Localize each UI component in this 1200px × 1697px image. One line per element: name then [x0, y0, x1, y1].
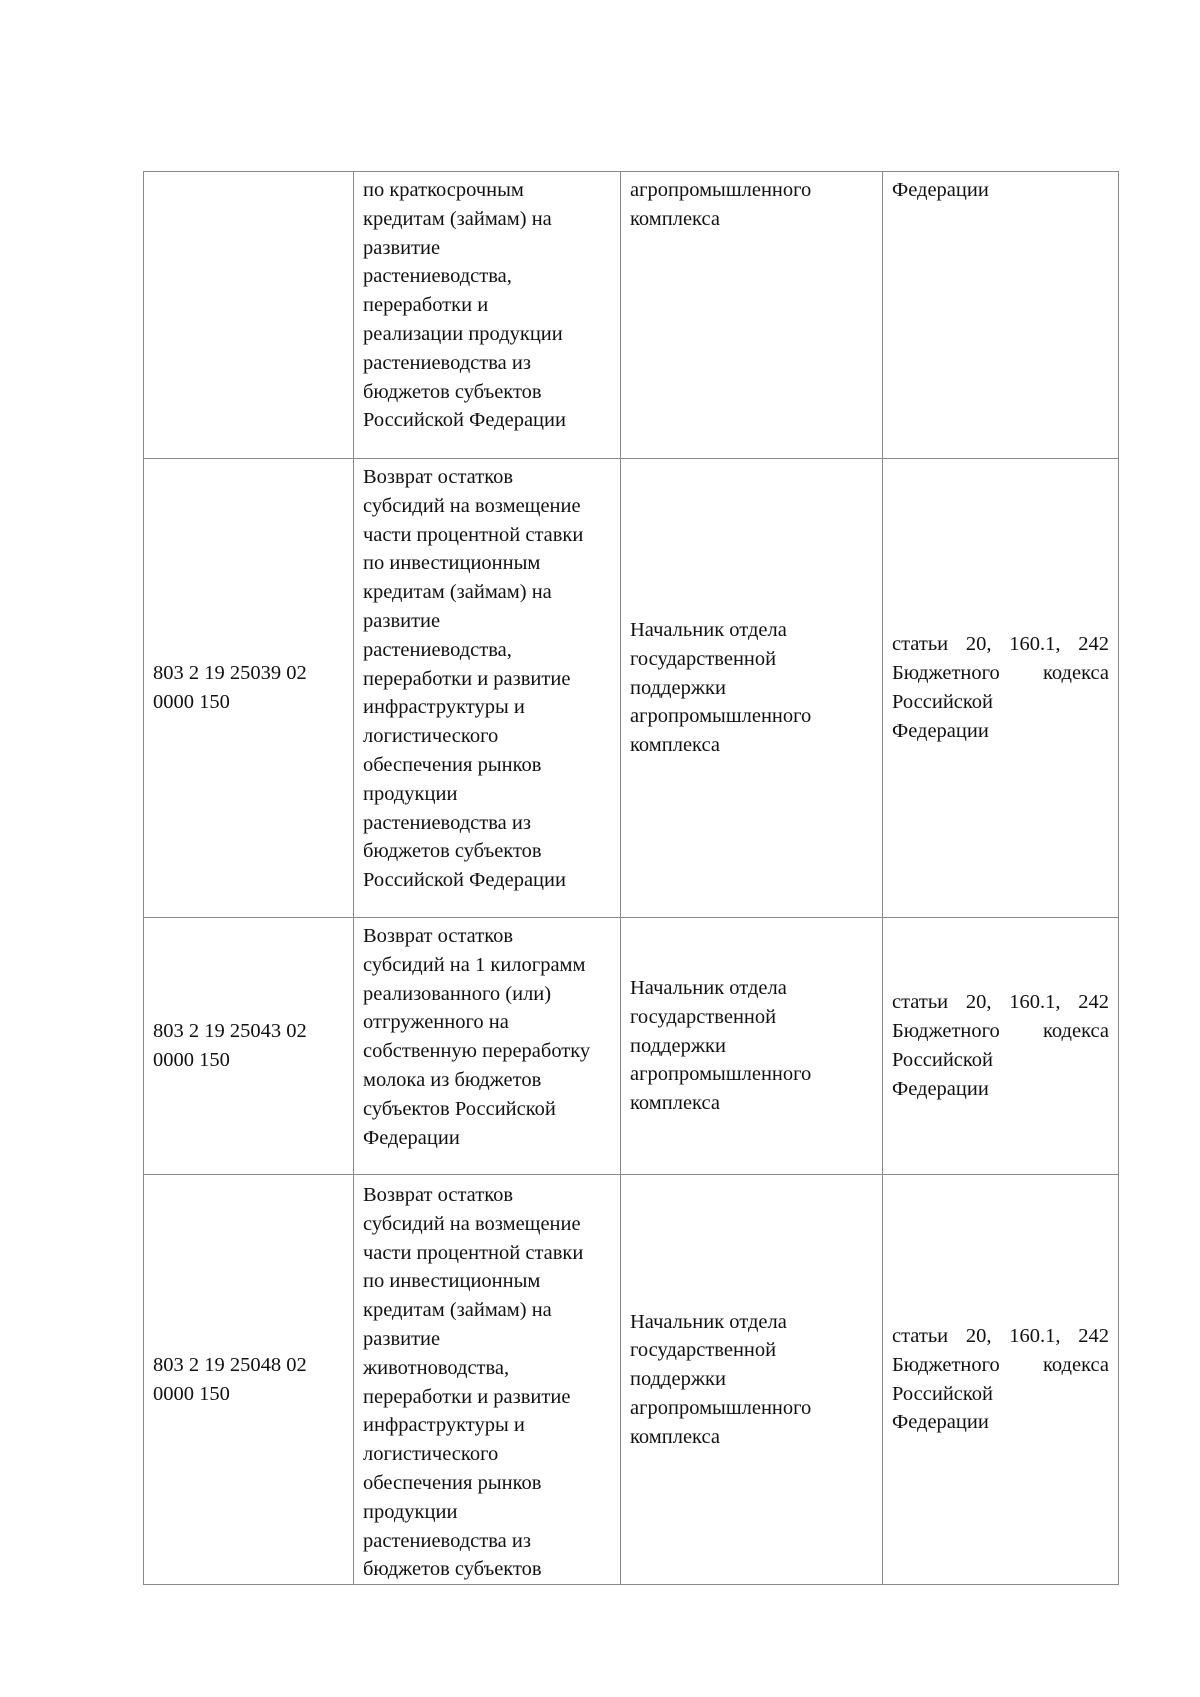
name-line: обеспечения рынков	[363, 753, 542, 776]
responsible-line: агропромышленного	[630, 179, 812, 201]
name-line: бюджетов субъектов	[363, 380, 542, 403]
basis-line: Российской	[892, 691, 994, 713]
basis-line: Российской	[892, 1049, 994, 1071]
basis-line: Федерации	[892, 1077, 989, 1100]
basis-line: Федерации	[892, 179, 989, 201]
name-line: субъектов Российской	[363, 1097, 556, 1120]
name-line: Федерации	[363, 1126, 460, 1149]
name-line: бюджетов субъектов	[363, 1558, 542, 1581]
code-cell	[144, 172, 354, 459]
name-cell	[354, 1175, 621, 1585]
responsible-line: Начальник отдела	[630, 1310, 787, 1333]
name-cell	[354, 918, 621, 1175]
responsible-line: Начальник отдела	[630, 619, 787, 641]
basis-line: Бюджетного кодекса	[892, 1020, 1109, 1043]
basis-cell	[883, 172, 1119, 459]
name-line: субсидий на возмещение	[363, 494, 581, 517]
basis-cell	[883, 459, 1119, 918]
responsible-line: комплекса	[630, 207, 720, 230]
name-line: субсидий на 1 килограмм	[363, 953, 586, 976]
responsible-line: агропромышленного	[630, 705, 812, 728]
code-cell	[144, 1175, 354, 1585]
responsible-cell	[621, 918, 883, 1175]
responsible-line: государственной	[630, 1339, 777, 1362]
revenue-codes-table	[143, 171, 1119, 1585]
basis-line: Российской	[892, 1382, 994, 1405]
name-line: Российской Федерации	[363, 869, 566, 892]
name-line: животноводства,	[363, 1356, 510, 1379]
name-line: инфраструктуры и	[363, 696, 525, 719]
name-cell	[354, 172, 621, 459]
basis-cell	[883, 1175, 1119, 1585]
responsible-line: поддержки	[630, 1368, 726, 1391]
name-cell	[354, 459, 621, 918]
responsible-line: комплекса	[630, 1425, 720, 1448]
name-line: части процентной ставки	[363, 1241, 584, 1264]
name-line: развитие	[363, 609, 441, 632]
name-line: обеспечения рынков	[363, 1471, 542, 1494]
responsible-cell	[621, 172, 883, 459]
name-line: кредитам (займам) на	[363, 1299, 552, 1322]
name-line: логистического	[363, 725, 499, 748]
code-line: 803 2 19 25043 02	[153, 1020, 307, 1043]
name-line: продукции	[363, 1500, 458, 1523]
name-line: переработки и	[363, 294, 489, 317]
table-row	[144, 1175, 1119, 1585]
basis-cell	[883, 918, 1119, 1175]
responsible-cell	[621, 459, 883, 918]
basis-line: статьи 20, 160.1, 242	[892, 1324, 1109, 1347]
name-line: развитие	[363, 236, 441, 259]
basis-line: Федерации	[892, 719, 989, 742]
name-line: растениеводства из	[363, 811, 531, 834]
responsible-line: поддержки	[630, 676, 726, 699]
responsible-line: поддержки	[630, 1034, 726, 1057]
responsible-cell	[621, 1175, 883, 1585]
basis-line: статьи 20, 160.1, 242	[892, 991, 1109, 1014]
responsible-line: Начальник отдела	[630, 977, 787, 999]
name-line: растениеводства,	[363, 265, 512, 288]
basis-line: Бюджетного кодекса	[892, 662, 1109, 685]
basis-line: Федерации	[892, 1411, 989, 1434]
responsible-line: комплекса	[630, 1092, 720, 1115]
name-line: переработки и развитие	[363, 1385, 571, 1408]
responsible-line: агропромышленного	[630, 1063, 812, 1086]
name-line: Возврат остатков	[363, 1184, 514, 1206]
name-line: Возврат остатков	[363, 466, 514, 488]
name-line: кредитам (займам) на	[363, 581, 552, 604]
code-line: 803 2 19 25048 02	[153, 1353, 307, 1376]
code-line: 0000 150	[153, 691, 230, 713]
name-line: реализации продукции	[363, 322, 563, 345]
name-line: продукции	[363, 782, 458, 805]
responsible-line: комплекса	[630, 734, 720, 757]
name-line: части процентной ставки	[363, 523, 584, 546]
name-line: логистического	[363, 1443, 499, 1466]
name-line: отгруженного на	[363, 1011, 509, 1034]
name-line: растениеводства,	[363, 638, 512, 661]
responsible-line: государственной	[630, 1005, 777, 1028]
code-line: 0000 150	[153, 1049, 230, 1071]
code-line: 0000 150	[153, 1382, 230, 1405]
name-line: развитие	[363, 1327, 441, 1350]
name-line: растениеводства из	[363, 1529, 531, 1552]
table-row	[144, 172, 1119, 459]
code-line: 803 2 19 25039 02	[153, 662, 307, 685]
name-line: переработки и развитие	[363, 667, 571, 690]
name-line: собственную переработку	[363, 1040, 591, 1063]
name-line: по инвестиционным	[363, 552, 541, 575]
name-line: молока из бюджетов	[363, 1068, 542, 1091]
responsible-line: агропромышленного	[630, 1396, 812, 1419]
name-line: кредитам (займам) на	[363, 207, 552, 230]
name-line: растениеводства из	[363, 351, 531, 374]
basis-line: Бюджетного кодекса	[892, 1353, 1109, 1376]
table-row	[144, 459, 1119, 918]
name-line: Российской Федерации	[363, 409, 566, 432]
name-line: инфраструктуры и	[363, 1414, 525, 1437]
basis-line: статьи 20, 160.1, 242	[892, 633, 1109, 656]
code-cell	[144, 459, 354, 918]
table-row	[144, 918, 1119, 1175]
name-line: субсидий на возмещение	[363, 1212, 581, 1235]
name-line: Возврат остатков	[363, 925, 514, 947]
responsible-line: государственной	[630, 647, 777, 670]
code-cell	[144, 918, 354, 1175]
name-line: по инвестиционным	[363, 1270, 541, 1293]
name-line: бюджетов субъектов	[363, 840, 542, 863]
name-line: по краткосрочным	[363, 179, 524, 201]
name-line: реализованного (или)	[363, 982, 552, 1005]
